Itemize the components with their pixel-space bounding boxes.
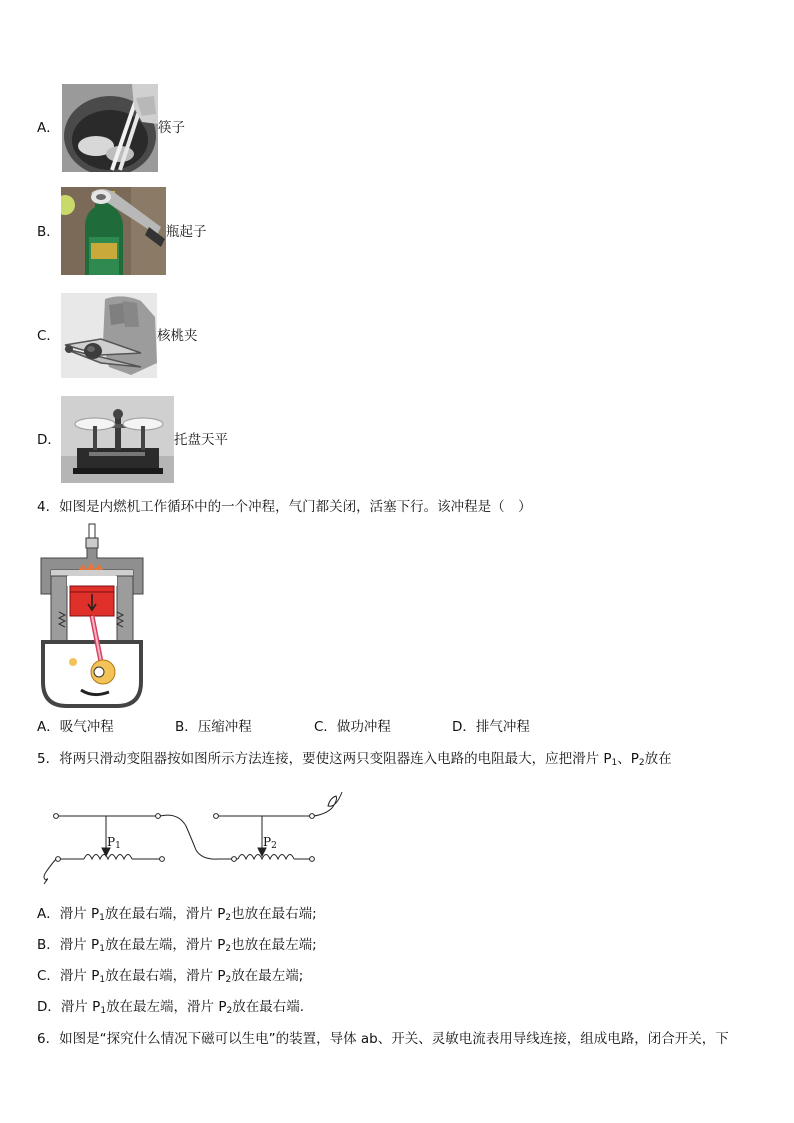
option-b-caption: 瓶起子 xyxy=(166,224,207,240)
rheostat-circuit-diagram xyxy=(36,786,356,886)
question-5-stem: 5．将两只滑动变阻器按如图所示方法连接，要使这两只变阻器连入电路的电阻最大，应把滑片 $P_1$、$P_2$放在 xyxy=(37,751,672,768)
question-4-option-a: A．吸气冲程 xyxy=(37,719,114,735)
question-4-option-b: B．压缩冲程 xyxy=(175,719,252,735)
option-c-letter: C． xyxy=(37,328,60,344)
option-d-caption: 托盘天平 xyxy=(174,432,228,448)
tray-balance-image xyxy=(61,396,174,483)
option-a-letter: A． xyxy=(37,120,60,136)
bottle-opener-image xyxy=(61,187,166,275)
question-5-option-c: C．滑片 $P_1$放在最右端，滑片 $P_2$放在最左端; xyxy=(37,968,304,985)
engine-stroke-diagram xyxy=(37,522,147,708)
question-4-option-c: C．做功冲程 xyxy=(314,719,391,735)
question-5-option-d: D．滑片 $P_1$放在最左端，滑片 $P_2$放在最右端. xyxy=(37,999,305,1016)
option-a-caption: 筷子 xyxy=(158,120,185,136)
option-b-letter: B． xyxy=(37,224,60,240)
question-4-stem: 4．如图是内燃机工作循环中的一个冲程，气门都关闭，活塞下行。该冲程是（ ） xyxy=(37,499,532,515)
nutcracker-image xyxy=(61,293,157,378)
question-5-option-a: A．滑片 $P_1$放在最右端，滑片 $P_2$也放在最右端; xyxy=(37,906,317,923)
question-5-option-b: B．滑片 $P_1$放在最左端，滑片 $P_2$也放在最左端; xyxy=(37,937,317,954)
slider-p2-label: $P_2$ xyxy=(263,835,277,851)
slider-p1-label: $P_1$ xyxy=(107,835,121,851)
option-d-letter: D． xyxy=(37,432,61,448)
chopsticks-image xyxy=(62,84,158,172)
question-4-option-d: D．排气冲程 xyxy=(452,719,530,735)
question-6-stem: 6．如图是“探究什么情况下磁可以生电”的装置，导体 ab、开关、灵敏电流表用导线连接，组成电路，闭合开关，下 xyxy=(37,1031,729,1047)
option-c-caption: 核桃夹 xyxy=(157,328,198,344)
